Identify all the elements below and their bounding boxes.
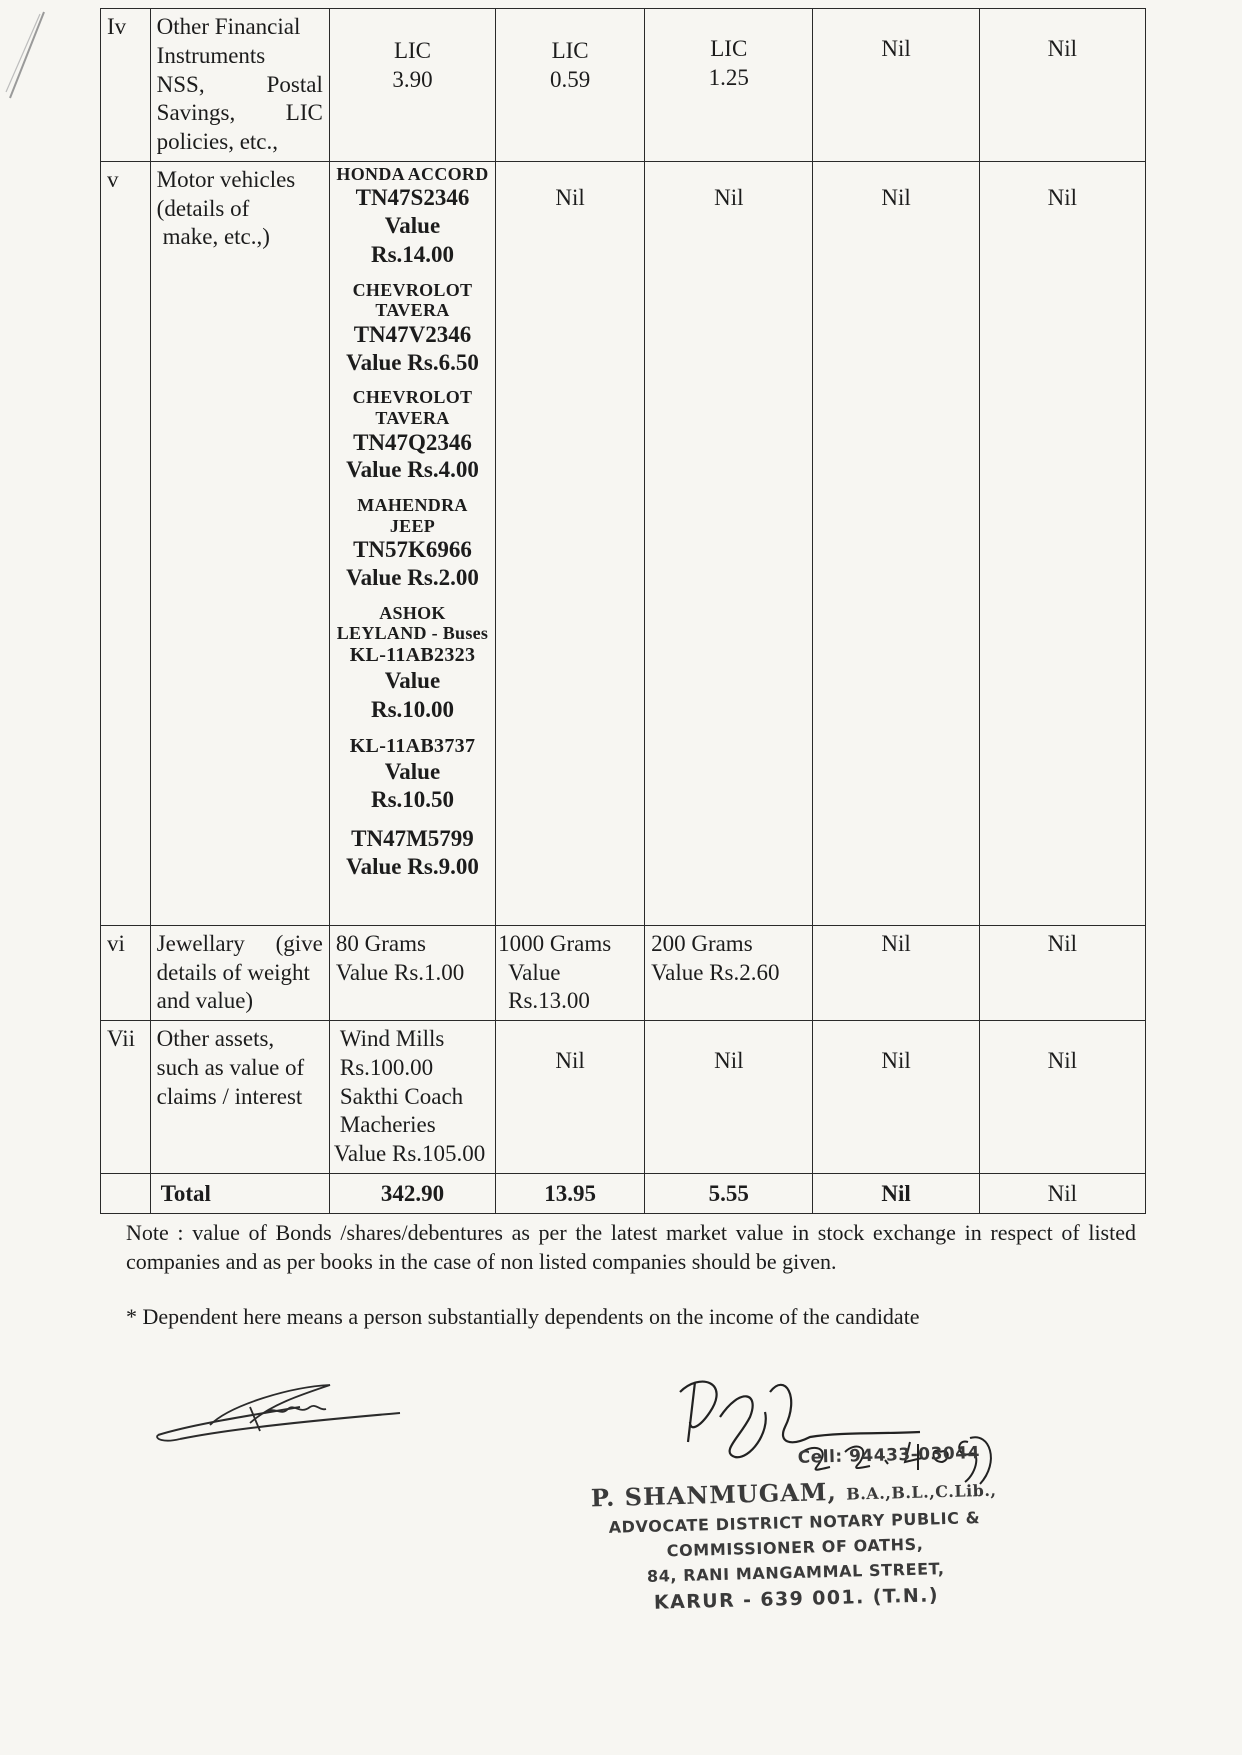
nil-value: Nil [881,184,911,210]
dependent1-cell [645,925,813,1020]
dependent1-cell [645,9,813,162]
vehicle-value: Value [384,668,441,694]
nil-value: Nil [714,1048,744,1073]
desc-word: (give [275,930,323,956]
vehicle-entry [332,735,493,816]
instrument-value: 3.90 [392,66,433,92]
total-value: Nil [881,1181,911,1206]
vehicle-value: Rs.14.00 [370,241,455,267]
vehicle-entry [332,495,493,593]
nil-value: Nil [1047,36,1078,61]
vehicle-entry [332,280,493,378]
serial-number: Iv [107,14,127,39]
desc-line [157,99,323,128]
margin-pen-stroke [0,0,60,110]
total-value: Nil [1047,1181,1078,1206]
value-line: Value Rs.1.00 [335,959,465,985]
desc-line [157,930,323,959]
asset-line: Sakthi Coach [339,1083,464,1109]
self-total-cell [329,1173,495,1213]
desc-line [157,71,323,100]
table-row-vi [101,925,1146,1020]
vehicle-make: MAHENDRA [357,494,468,515]
asset-line: Wind Mills [339,1026,445,1051]
weight-line: 200 Grams [651,930,753,956]
weight-line: 1000 Grams [498,930,612,956]
serial-cell [101,1173,151,1213]
vehicle-registration: TN47Q2346 [353,429,472,455]
desc-word: Jewellary [156,930,245,956]
vehicle-model: TAVERA [375,300,450,321]
vehicle-value: Rs.10.00 [370,696,455,722]
stamp-line: COMMISSIONER OF OATHS, [666,1534,924,1561]
vehicle-model: LEYLAND - Buses [336,623,489,644]
vehicle-registration: KL-11AB3737 [349,734,476,757]
serial-number: v [107,166,119,192]
table-row-v [101,161,1146,925]
dependent3-cell [979,925,1145,1020]
vehicle-registration: TN47S2346 [355,185,470,211]
total-label-cell [150,1173,329,1213]
spouse-total-cell [496,1173,645,1213]
value-line: Value [508,959,561,985]
vehicle-make: CHEVROLOT [352,387,473,408]
serial-cell [101,9,151,162]
weight-line: 80 Grams [335,930,426,956]
desc-line: Instruments [156,42,266,68]
dependent3-total-cell [979,1173,1145,1213]
desc-line: and value) [156,988,254,1014]
desc-word: LIC [285,100,323,126]
spouse-cell [496,925,645,1020]
vehicle-value: Value Rs.9.00 [346,853,479,879]
stamp-degrees: B.A.,B.L.,C.Lib., [845,1480,997,1504]
dependent3-cell [979,9,1145,162]
vehicle-model: JEEP [389,515,436,536]
dependent1-total-cell [645,1173,813,1213]
vehicle-value: Value Rs.6.50 [346,349,479,375]
note-paragraph: Note : value of Bonds /shares/debentures as per the latest market value in stock exchange in respect of listed companies and as per books in the case of non listed companies should be given. [126,1220,1136,1274]
desc-line: claims / interest [156,1083,303,1109]
vehicle-value: Value Rs.4.00 [346,457,479,483]
desc-word: Savings, [156,100,236,126]
serial-cell [101,925,151,1020]
desc-line: (details of [156,195,250,221]
desc-line: such as value of [156,1054,305,1080]
stamp-line: ADVOCATE DISTRICT NOTARY PUBLIC & [608,1508,981,1537]
serial-number: Vii [107,1026,136,1051]
nil-value: Nil [1047,184,1078,210]
nil-value: Nil [1047,1048,1078,1073]
nil-value: Nil [881,930,911,956]
serial-cell [101,1021,151,1174]
vehicle-entry [332,603,493,725]
total-label: Total [160,1181,211,1206]
spouse-cell [496,9,645,162]
self-cell [329,1021,495,1174]
dependent2-total-cell [813,1173,979,1213]
total-value: 5.55 [708,1181,749,1206]
dependent-footnote: * Dependent here means a person substantially dependents on the income of the candidate [126,1304,920,1329]
vehicle-value: Value [384,213,441,239]
nil-value: Nil [714,184,744,210]
instrument-type: LIC [710,36,748,61]
stamp-name: P. SHANMUGAM, [590,1476,838,1513]
vehicle-registration: TN47M5799 [351,826,474,852]
description-cell [150,9,329,162]
notary-stamp [568,1443,1021,1616]
vehicle-registration: KL-11AB2323 [349,644,476,667]
vehicle-make: HONDA ACCORD [336,163,489,184]
vehicle-entry [332,387,493,485]
asset-line: Macheries [339,1112,436,1138]
desc-line: Motor vehicles [156,166,296,192]
desc-line: policies, etc., [156,129,279,154]
dependent2-cell [813,9,979,162]
nil-value: Nil [555,1048,585,1073]
instrument-value: 0.59 [549,66,591,92]
serial-number: vi [107,930,125,956]
vehicle-model: TAVERA [375,407,450,428]
asset-line: Rs.100.00 [339,1054,434,1080]
assets-table [100,8,1146,1214]
stamp-name-line [568,1472,1019,1513]
self-cell [329,925,495,1020]
nil-value: Nil [1047,930,1078,956]
value-line: Value Rs.2.60 [651,959,780,985]
dependent1-cell [645,161,813,925]
desc-line: make, etc.,) [162,224,270,250]
description-cell [150,161,329,925]
table-row-iv [101,9,1146,162]
vehicle-make: CHEVROLOT [352,279,473,300]
dependent2-cell [813,1021,979,1174]
desc-line: Other Financial [156,14,301,39]
desc-word: NSS, [156,71,205,97]
vehicle-value: Value Rs.2.00 [346,564,479,590]
vehicle-entry [332,825,493,881]
nil-value: Nil [881,1048,911,1073]
table-row-total [101,1173,1146,1213]
vehicle-registration: TN57K6966 [353,537,472,563]
dependent2-cell [813,925,979,1020]
vehicle-value: Rs.10.50 [370,787,455,813]
spouse-cell [496,161,645,925]
asset-line: Value Rs.105.00 [333,1141,486,1166]
description-cell [150,925,329,1020]
vehicle-value: Value [384,758,441,784]
self-cell [329,9,495,162]
total-value: 13.95 [544,1181,596,1206]
vehicle-registration: TN47V2346 [353,321,472,347]
dependent3-cell [979,1021,1145,1174]
instrument-value: 1.25 [708,64,749,90]
desc-line: Other assets, [156,1026,275,1051]
self-cell [329,161,495,925]
vehicle-make: ASHOK [379,602,446,623]
description-cell [150,1021,329,1174]
candidate-signature [150,1365,410,1455]
instrument-type: LIC [393,38,432,63]
stamp-city: KARUR - 639 001. (T.N.) [653,1584,940,1614]
stamp-line: 84, RANI MANGAMMAL STREET, [646,1559,945,1586]
spouse-cell [496,1021,645,1174]
table-row-vii [101,1021,1146,1174]
desc-line: details of weight [156,959,310,985]
vehicle-entry [332,164,493,270]
stamp-phone: Cell: 94433-03044 [797,1443,981,1468]
dependent3-cell [979,161,1145,925]
dependent2-cell [813,161,979,925]
serial-cell [101,161,151,925]
dependent1-cell [645,1021,813,1174]
nil-value: Nil [555,184,585,210]
nil-value: Nil [881,36,911,61]
instrument-type: LIC [551,38,589,63]
desc-word: Postal [266,71,323,97]
total-value: 342.90 [380,1181,445,1206]
value-line: Rs.13.00 [508,988,590,1014]
